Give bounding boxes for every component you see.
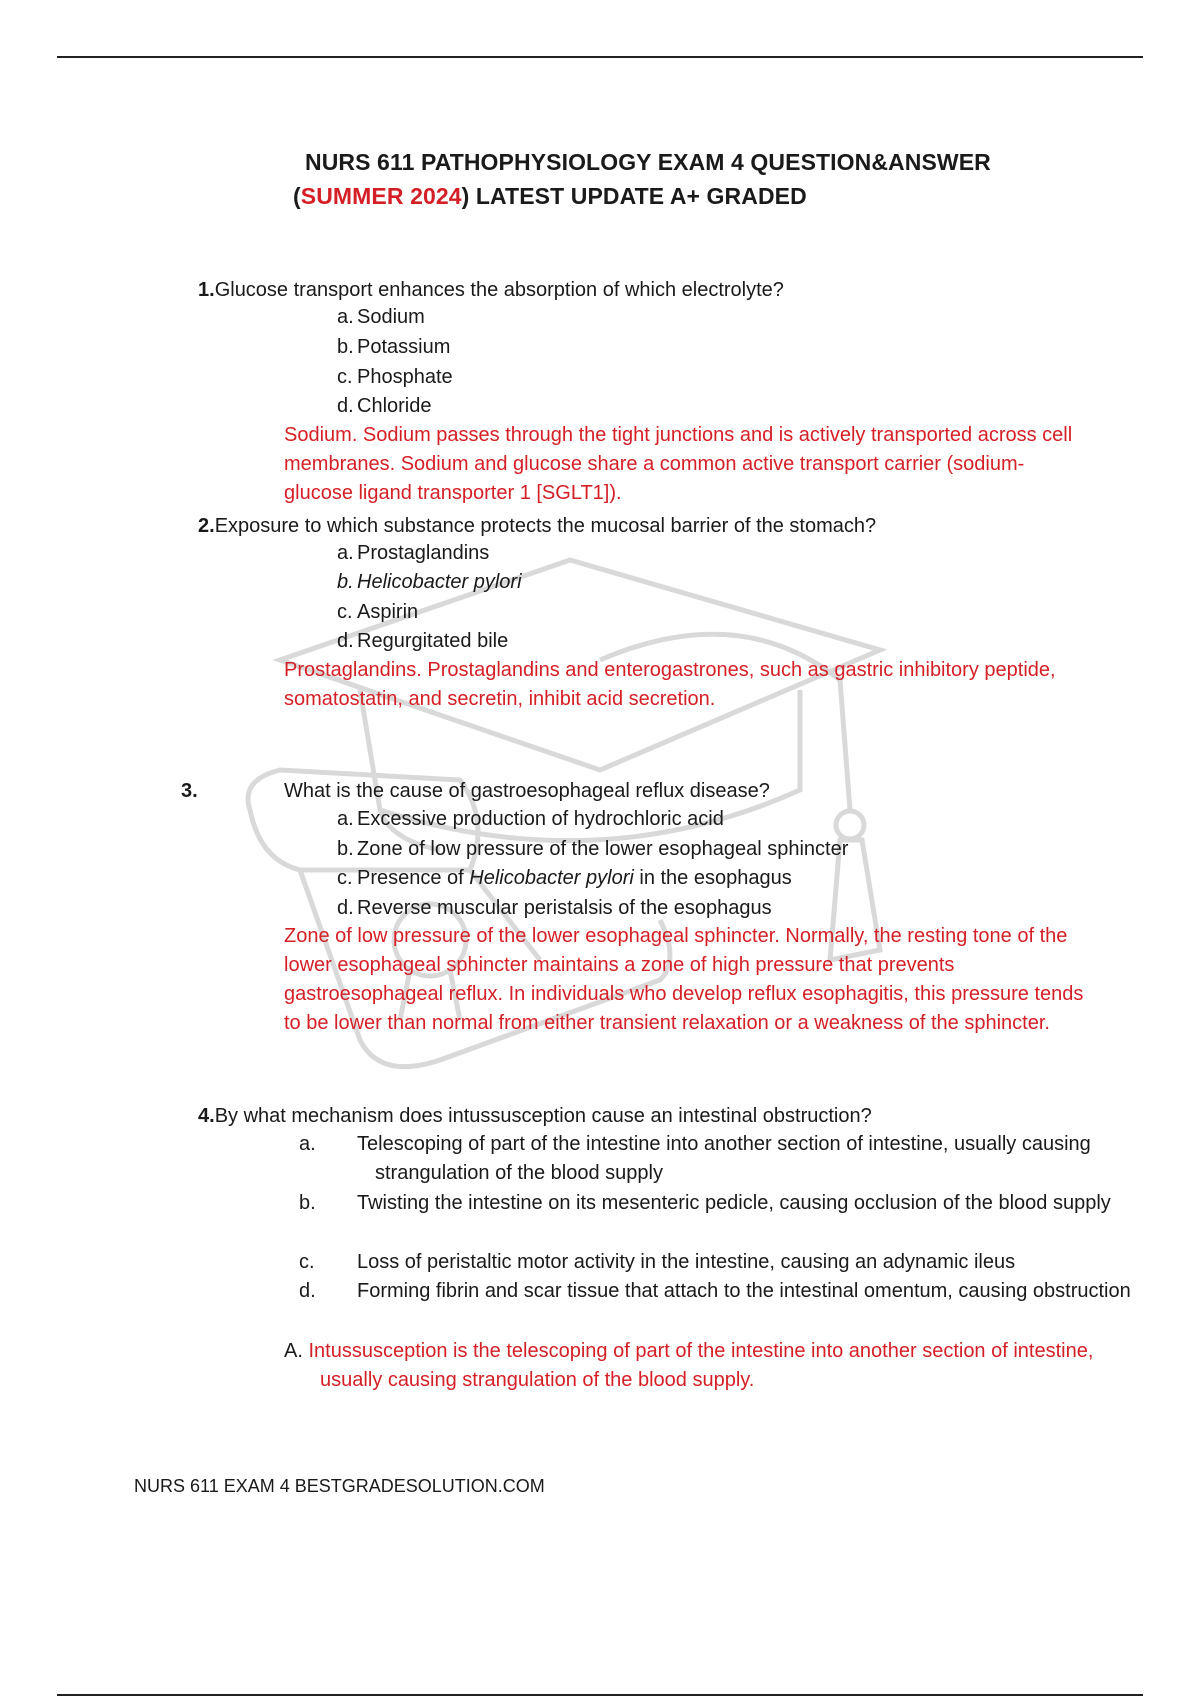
question-1: 1.Glucose transport enhances the absorption of which electrolyte? (198, 279, 784, 301)
question-3-answer: Zone of low pressure of the lower esophageal sphincter. Normally, the resting tone of the lower esophageal sphincter maintains a zone of high pressure that prevents gastroesophageal reflux. In individuals who develop reflux esophagitis, this pressure tends to be lower than normal from either transient relaxation or a weakness of the sphincter. (284, 925, 1084, 1034)
question-1-option-b: b. Potassium (337, 336, 451, 358)
question-4: 4.By what mechanism does intussusception cause an intestinal obstruction? (198, 1105, 872, 1127)
question-2-answer: Prostaglandins. Prostaglandins and enterogastrones, such as gastric inhibitory peptide, somatostatin, and secretin, inhibit acid secretion. (284, 659, 1056, 710)
question-2: 2.Exposure to which substance protects the mucosal barrier of the stomach? (198, 515, 877, 537)
top-rule (57, 56, 1143, 58)
document-title-line2: (SUMMER 2024) LATEST UPDATE A+ GRADED (293, 183, 807, 209)
question-4-option-d: d. Forming fibrin and scar tissue that attach to the intestinal omentum, causing obstruction (299, 1280, 1131, 1302)
bottom-rule (57, 1694, 1143, 1696)
question-3-number: 3. (181, 780, 198, 802)
document-title-line1: NURS 611 PATHOPHYSIOLOGY EXAM 4 QUESTION&ANSWER (305, 149, 991, 175)
title-highlight: SUMMER 2024 (300, 183, 462, 209)
question-4-option-a: a. Telescoping of part of the intestine into another section of intestine, usually causing strangulation of the blood supply (299, 1133, 1091, 1184)
question-2-option-a: a. Prostaglandins (337, 542, 490, 564)
question-4-option-b: b. Twisting the intestine on its mesenteric pedicle, causing occlusion of the blood supply (299, 1192, 1111, 1214)
question-3: What is the cause of gastroesophageal reflux disease? (284, 780, 770, 802)
question-2-option-c: c. Aspirin (337, 601, 419, 623)
question-3-option-b: b. Zone of low pressure of the lower esophageal sphincter (337, 838, 849, 860)
question-1-option-a: a. Sodium (337, 306, 425, 328)
question-1-option-c: c. Phosphate (337, 366, 453, 388)
question-3-option-d: d. Reverse muscular peristalsis of the esophagus (337, 897, 772, 919)
question-3-option-c: c. Presence of Helicobacter pylori in the esophagus (337, 867, 792, 889)
page-footer: NURS 611 EXAM 4 BESTGRADESOLUTION.COM (134, 1476, 545, 1496)
question-4-answer: A. Intussusception is the telescoping of part of the intestine into another section of intestine, usually causing strangulation of the blood supply. (284, 1340, 1094, 1391)
question-1-answer: Sodium. Sodium passes through the tight junctions and is actively transported across cell membranes. Sodium and glucose share a common active transport carrier (sodium-glucose ligand transporter 1 [SGLT1]). (284, 424, 1073, 504)
question-3-option-a: a. Excessive production of hydrochloric acid (337, 808, 724, 830)
question-4-option-c: c. Loss of peristaltic motor activity in the intestine, causing an adynamic ileus (299, 1251, 1016, 1273)
question-1-option-d: d. Chloride (337, 395, 432, 417)
question-2-option-b: b. Helicobacter pylori (337, 571, 522, 593)
question-2-option-d: d. Regurgitated bile (337, 630, 509, 652)
